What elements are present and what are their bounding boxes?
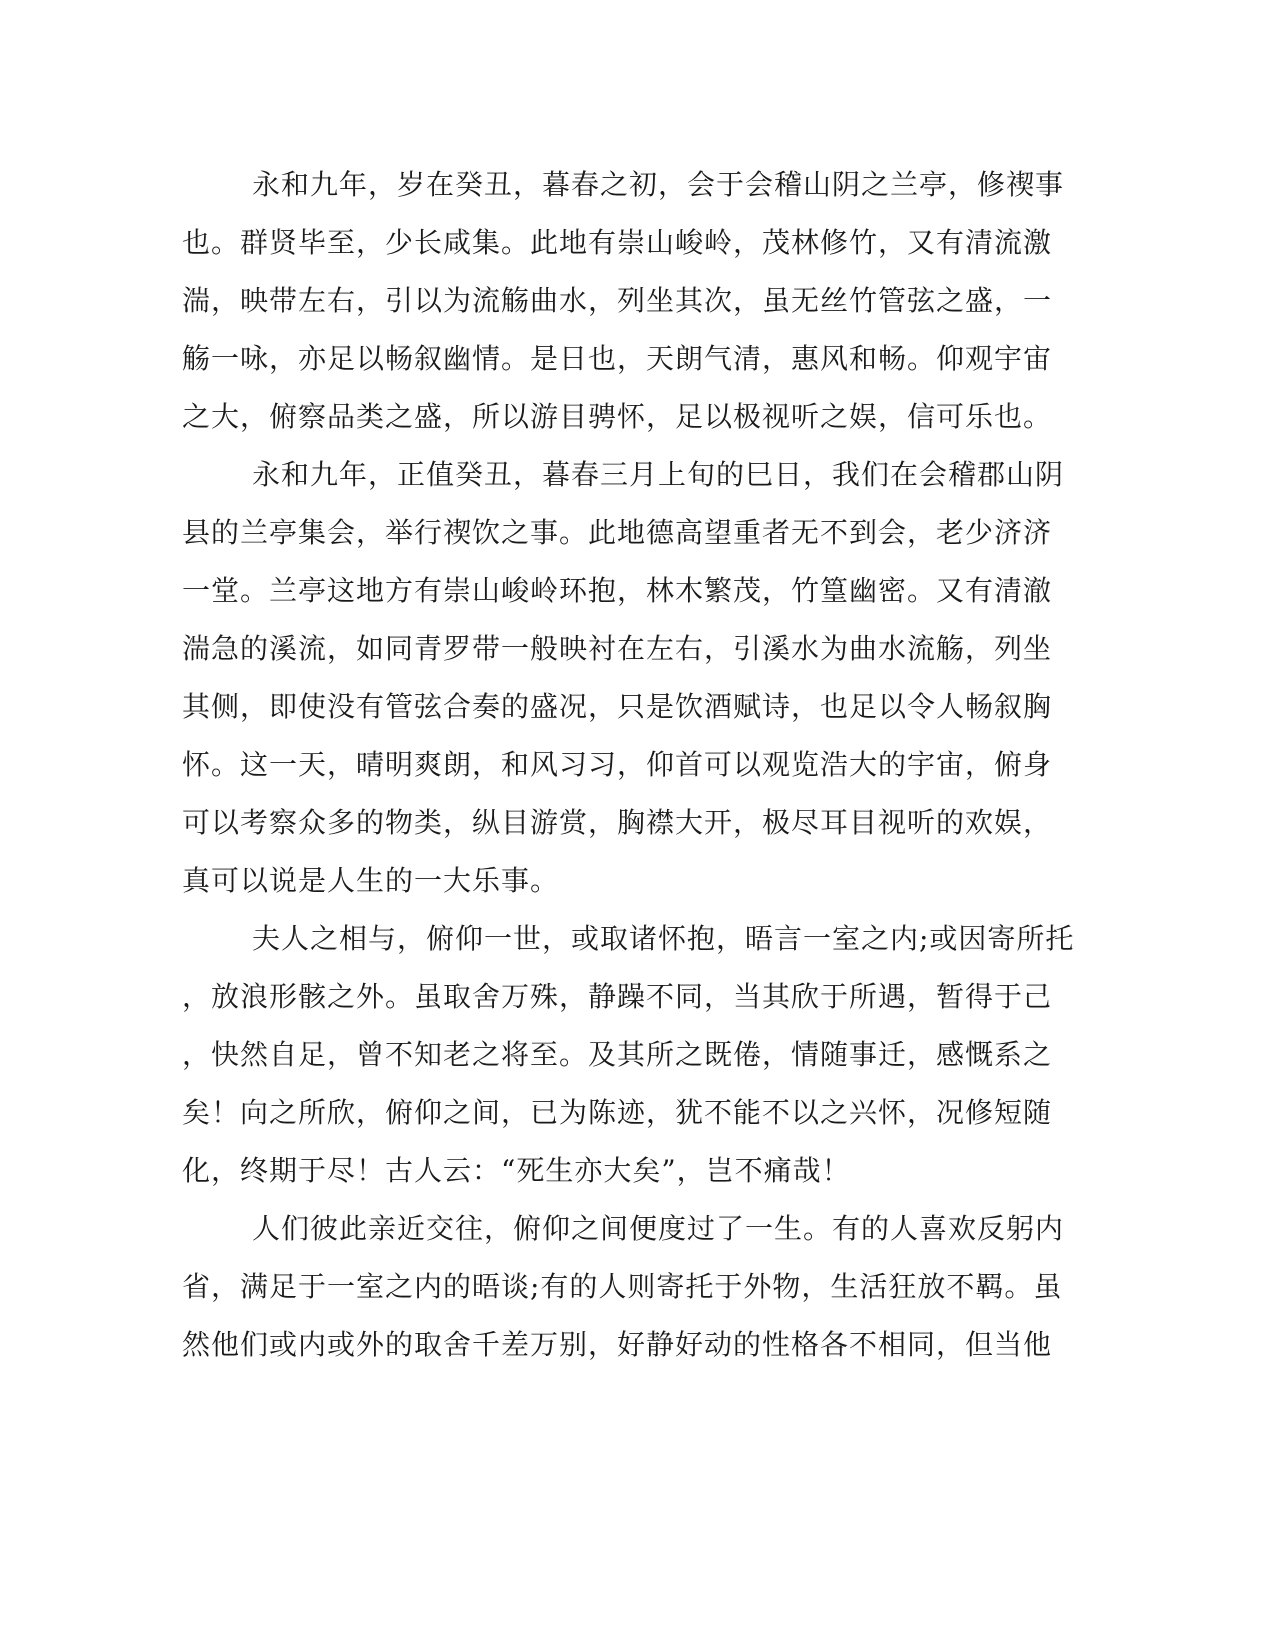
- text-line: 夫人之相与，俯仰一世，或取诸怀抱，晤言一室之内;或因寄所托: [252, 922, 1075, 955]
- text-line: 化，终期于尽！古人云：“死生亦大矣”，岂不痛哉！: [182, 1154, 851, 1187]
- text-line: 县的兰亭集会，举行禊饮之事。此地德高望重者无不到会，老少济济: [182, 516, 1053, 549]
- text-line: 其侧，即使没有管弦合奏的盛况，只是饮酒赋诗，也足以令人畅叙胸: [182, 690, 1053, 723]
- text-line: 湍急的溪流，如同青罗带一般映衬在左右，引溪水为曲水流觞，列坐: [182, 632, 1053, 665]
- text-line: 怀。这一天，晴明爽朗，和风习习，仰首可以观览浩大的宇宙，俯身: [182, 748, 1053, 781]
- paragraph-2: [182, 446, 1065, 910]
- text-line: 湍，映带左右，引以为流觞曲水，列坐其次，虽无丝竹管弦之盛，一: [182, 284, 1053, 317]
- text-line: 省，满足于一室之内的晤谈;有的人则寄托于外物，生活狂放不羁。虽: [182, 1270, 1063, 1303]
- text-line: 永和九年，正值癸丑，暮春三月上旬的巳日，我们在会稽郡山阴: [252, 458, 1065, 491]
- text-line: ，放浪形骸之外。虽取舍万殊，静躁不同，当其欣于所遇，暂得于己: [182, 980, 1053, 1013]
- text-line: 永和九年，岁在癸丑，暮春之初，会于会稽山阴之兰亭，修禊事: [252, 168, 1065, 201]
- text-line: 觞一咏，亦足以畅叙幽情。是日也，天朗气清，惠风和畅。仰观宇宙: [182, 342, 1053, 375]
- paragraph-1: [182, 156, 1065, 446]
- text-line: 人们彼此亲近交往，俯仰之间便度过了一生。有的人喜欢反躬内: [252, 1212, 1065, 1245]
- text-line: 矣！向之所欣，俯仰之间，已为陈迹，犹不能不以之兴怀，况修短随: [182, 1096, 1053, 1129]
- text-line: 也。群贤毕至，少长咸集。此地有崇山峻岭，茂林修竹，又有清流激: [182, 226, 1053, 259]
- text-line: 一堂。兰亭这地方有崇山峻岭环抱，林木繁茂，竹篁幽密。又有清澈: [182, 574, 1053, 607]
- text-line: ，快然自足，曾不知老之将至。及其所之既倦，情随事迁，感慨系之: [182, 1038, 1053, 1071]
- text-line: 真可以说是人生的一大乐事。: [182, 864, 560, 897]
- paragraph-4: [182, 1200, 1065, 1374]
- text-line: 之大，俯察品类之盛，所以游目骋怀，足以极视听之娱，信可乐也。: [182, 400, 1053, 433]
- paragraph-3: [182, 910, 1075, 1200]
- document-body: [182, 156, 1075, 1374]
- text-line: 可以考察众多的物类，纵目游赏，胸襟大开，极尽耳目视听的欢娱，: [182, 806, 1053, 839]
- text-line: 然他们或内或外的取舍千差万别，好静好动的性格各不相同，但当他: [182, 1328, 1053, 1361]
